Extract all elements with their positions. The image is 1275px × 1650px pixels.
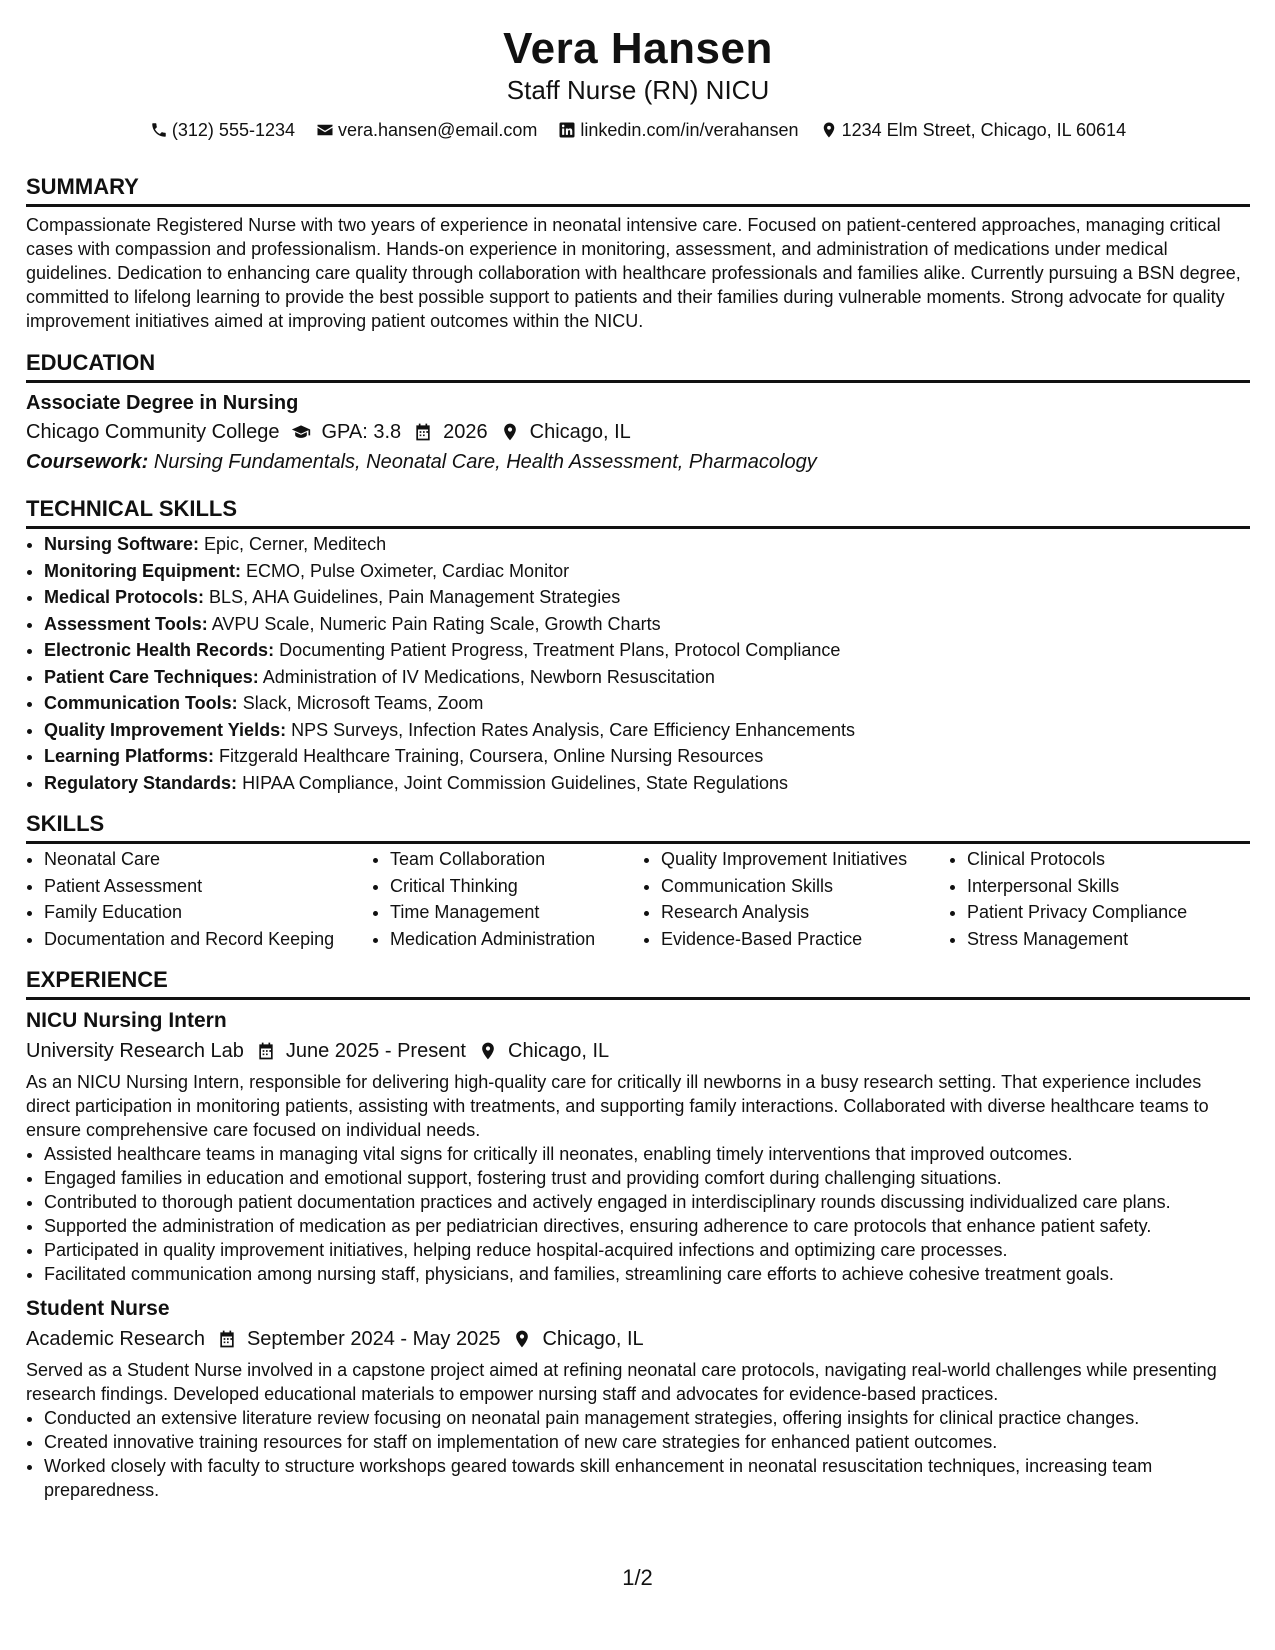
list-item <box>44 637 1250 664</box>
position-title: Student Nurse <box>26 1297 170 1320</box>
graduation-cap-icon <box>291 422 311 442</box>
skill-values: Fitzgerald Healthcare Training, Coursera, Online Nursing Resources <box>219 746 764 766</box>
job-summary: As an NICU Nursing Intern, responsible for delivering high-quality care for critically ill newborns in a busy research setting. That experience includes direct participation in monitoring patients, assisting with treatments, and supporting family interactions. Collaborated with diverse healthcare teams to ensure comprehensive care focused on individual needs. <box>26 1072 1209 1140</box>
section-divider <box>26 997 1250 1000</box>
envelope-icon <box>316 121 334 139</box>
list-item: • Patient Privacy Compliance <box>967 899 1257 926</box>
job-meta <box>26 1324 1250 1354</box>
skill-values: ECMO, Pulse Oximeter, Cardiac Monitor <box>245 560 570 581</box>
list-item: • Time Management <box>390 899 643 926</box>
skill-category: Patient Care Techniques: <box>44 666 259 687</box>
degree-name: Associate Degree in Nursing <box>26 392 299 414</box>
section-heading: SUMMARY <box>26 174 139 199</box>
skill-category: Monitoring Equipment: <box>44 560 241 581</box>
job-dates: September 2024 - May 2025 <box>246 1328 501 1350</box>
experience-entry <box>26 1294 1250 1502</box>
summary-text: Compassionate Registered Nurse with two years of experience in neonatal intensive care. Focused on patient-centered approaches, managing critical cases with compassion and professionalism. Hands-on experience in monitoring, assessment, and administration of medications under medical guidelines. Dedication to enhancing care quality through collaboration with healthcare professionals and families alike. Currently pursuing a BSN degree, committed to lifelong learning to provide the best possible support to patients and their families during vulnerable moments. Strong advocate for quality improvement initiatives aimed at improving patient outcomes within the NICU. <box>26 215 1241 331</box>
skill-values: Administration of IV Medications, Newborn Resuscitation <box>262 666 715 687</box>
section-divider <box>26 841 1250 844</box>
page-number: 1/2 <box>622 1565 653 1590</box>
list-item: • Assisted healthcare teams in managing vital signs for critically ill neonates, enabling timely interventions that improved outcomes. <box>44 1142 1250 1166</box>
skill-category: Learning Platforms: <box>44 746 215 766</box>
contact-address <box>820 118 1127 142</box>
section-divider <box>26 204 1250 207</box>
technical-skills-section <box>26 495 1250 796</box>
skill-category: Assessment Tools: <box>44 613 208 634</box>
education-meta <box>26 417 1250 447</box>
list-item: • Created innovative training resources for staff on implementation of new care strategies for enhanced patient outcomes. <box>44 1430 1250 1454</box>
list-item <box>44 558 1250 585</box>
list-item <box>44 611 1250 638</box>
list-item: • Documentation and Record Keeping <box>44 926 372 953</box>
phone-icon <box>150 121 168 139</box>
technical-skills-list <box>26 531 1250 796</box>
phone-text: (312) 555-1234 <box>171 120 295 140</box>
job-location: Chicago, IL <box>508 1040 610 1062</box>
list-item <box>44 531 1250 558</box>
list-item: • Stress Management <box>967 926 1257 953</box>
map-pin-icon <box>820 121 838 139</box>
contact-linkedin[interactable] <box>558 118 798 142</box>
job-title: Staff Nurse (RN) NICU <box>506 75 770 105</box>
education-section <box>26 349 1250 477</box>
section-heading: SKILLS <box>26 811 105 836</box>
list-item: • Facilitated communication among nursing staff, physicians, and families, streamlining care efforts to achieve cohesive treatment goals. <box>44 1262 1250 1286</box>
list-item: • Communication Skills <box>661 873 949 900</box>
address-text: 1234 Elm Street, Chicago, IL 60614 <box>841 120 1127 140</box>
list-item: • Contributed to thorough patient documentation practices and actively engaged in interdisciplinary rounds discussing individualized care plans. <box>44 1190 1250 1214</box>
skill-values: BLS, AHA Guidelines, Pain Management Strategies <box>209 587 621 607</box>
list-item: • Clinical Protocols <box>967 846 1257 873</box>
school-name: Chicago Community College <box>26 421 280 443</box>
skills-grid <box>26 846 1250 952</box>
coursework-line <box>26 447 1250 477</box>
skill-values: Epic, Cerner, Meditech <box>204 534 387 554</box>
list-item <box>44 770 1250 797</box>
skills-column <box>372 846 643 952</box>
list-item: • Participated in quality improvement initiatives, helping reduce hospital-acquired infections and optimizing care processes. <box>44 1238 1250 1262</box>
organization: Academic Research <box>26 1328 205 1350</box>
list-item: • Conducted an extensive literature review focusing on neonatal pain management strategies, offering insights for clinical practice changes. <box>44 1406 1250 1430</box>
coursework-label: Coursework: <box>26 451 149 473</box>
list-item: • Critical Thinking <box>390 873 643 900</box>
contact-email[interactable] <box>316 118 537 142</box>
list-item: • Team Collaboration <box>390 846 643 873</box>
calendar-icon <box>413 422 433 442</box>
section-divider <box>26 526 1250 529</box>
skill-category: Quality Improvement Yields: <box>44 719 287 740</box>
map-pin-icon <box>478 1041 498 1061</box>
calendar-icon <box>256 1041 276 1061</box>
section-heading: EDUCATION <box>26 350 156 375</box>
section-divider <box>26 380 1250 383</box>
skills-column <box>949 846 1257 952</box>
skill-values: NPS Surveys, Infection Rates Analysis, Care Efficiency Enhancements <box>291 719 856 740</box>
list-item: • Family Education <box>44 899 372 926</box>
skill-category: Nursing Software: <box>44 534 200 554</box>
map-pin-icon <box>500 422 520 442</box>
job-dates: June 2025 - Present <box>285 1040 466 1062</box>
list-item: • Evidence-Based Practice <box>661 926 949 953</box>
job-meta <box>26 1036 1250 1066</box>
list-item: • Medication Administration <box>390 926 643 953</box>
calendar-icon <box>217 1329 237 1349</box>
resume-header <box>26 22 1250 145</box>
job-location: Chicago, IL <box>542 1328 644 1350</box>
list-item <box>44 717 1250 744</box>
experience-entry <box>26 1006 1250 1286</box>
list-item: • Research Analysis <box>661 899 949 926</box>
list-item: • Neonatal Care <box>44 846 372 873</box>
position-title: NICU Nursing Intern <box>26 1009 227 1032</box>
list-item: • Supported the administration of medication as per pediatrician directives, ensuring adherence to care protocols that enhance patient safety. <box>44 1214 1250 1238</box>
resume-page <box>26 0 1250 1502</box>
email-text: vera.hansen@email.com <box>338 120 538 140</box>
skill-category: Communication Tools: <box>44 693 238 713</box>
section-heading: EXPERIENCE <box>26 967 168 992</box>
list-item: • Engaged families in education and emotional support, fostering trust and providing comfort during challenging situations. <box>44 1166 1250 1190</box>
skill-category: Medical Protocols: <box>44 587 205 607</box>
skills-section <box>26 810 1250 952</box>
list-item <box>44 584 1250 611</box>
skill-category: Electronic Health Records: <box>44 640 275 660</box>
list-item: • Interpersonal Skills <box>967 873 1257 900</box>
coursework-list: Nursing Fundamentals, Neonatal Care, Health Assessment, Pharmacology <box>153 451 817 473</box>
list-item: • Patient Assessment <box>44 873 372 900</box>
gpa-text: GPA: 3.8 <box>321 421 402 443</box>
contact-phone <box>150 118 295 142</box>
job-summary: Served as a Student Nurse involved in a capstone project aimed at refining neonatal care protocols, navigating real-world challenges while presenting research findings. Developed educational materials to empower nursing staff and advocates for evidence-based practices. <box>26 1360 1217 1404</box>
list-item <box>44 743 1250 770</box>
organization: University Research Lab <box>26 1040 244 1062</box>
list-item: • Quality Improvement Initiatives <box>661 846 949 873</box>
candidate-name: Vera Hansen <box>503 24 773 73</box>
skill-values: AVPU Scale, Numeric Pain Rating Scale, Growth Charts <box>211 613 661 634</box>
skill-values: Documenting Patient Progress, Treatment Plans, Protocol Compliance <box>279 640 841 660</box>
job-bullets <box>26 1142 1250 1286</box>
list-item <box>44 664 1250 691</box>
skills-column <box>643 846 949 952</box>
list-item <box>44 690 1250 717</box>
summary-section <box>26 173 1250 333</box>
linkedin-icon <box>558 121 576 139</box>
contact-row <box>26 118 1250 145</box>
experience-section <box>26 966 1250 1502</box>
linkedin-text: linkedin.com/in/verahansen <box>580 120 799 140</box>
job-bullets <box>26 1406 1250 1502</box>
section-heading: TECHNICAL SKILLS <box>26 496 238 521</box>
map-pin-icon <box>512 1329 532 1349</box>
graduation-year: 2026 <box>443 421 488 443</box>
school-location: Chicago, IL <box>529 421 631 443</box>
skills-column <box>26 846 372 952</box>
skill-values: HIPAA Compliance, Joint Commission Guidelines, State Regulations <box>242 772 788 793</box>
skill-category: Regulatory Standards: <box>44 772 238 793</box>
skill-values: Slack, Microsoft Teams, Zoom <box>242 693 484 713</box>
list-item: • Worked closely with faculty to structure workshops geared towards skill enhancement in neonatal resuscitation techniques, increasing team preparedness. <box>44 1454 1250 1502</box>
